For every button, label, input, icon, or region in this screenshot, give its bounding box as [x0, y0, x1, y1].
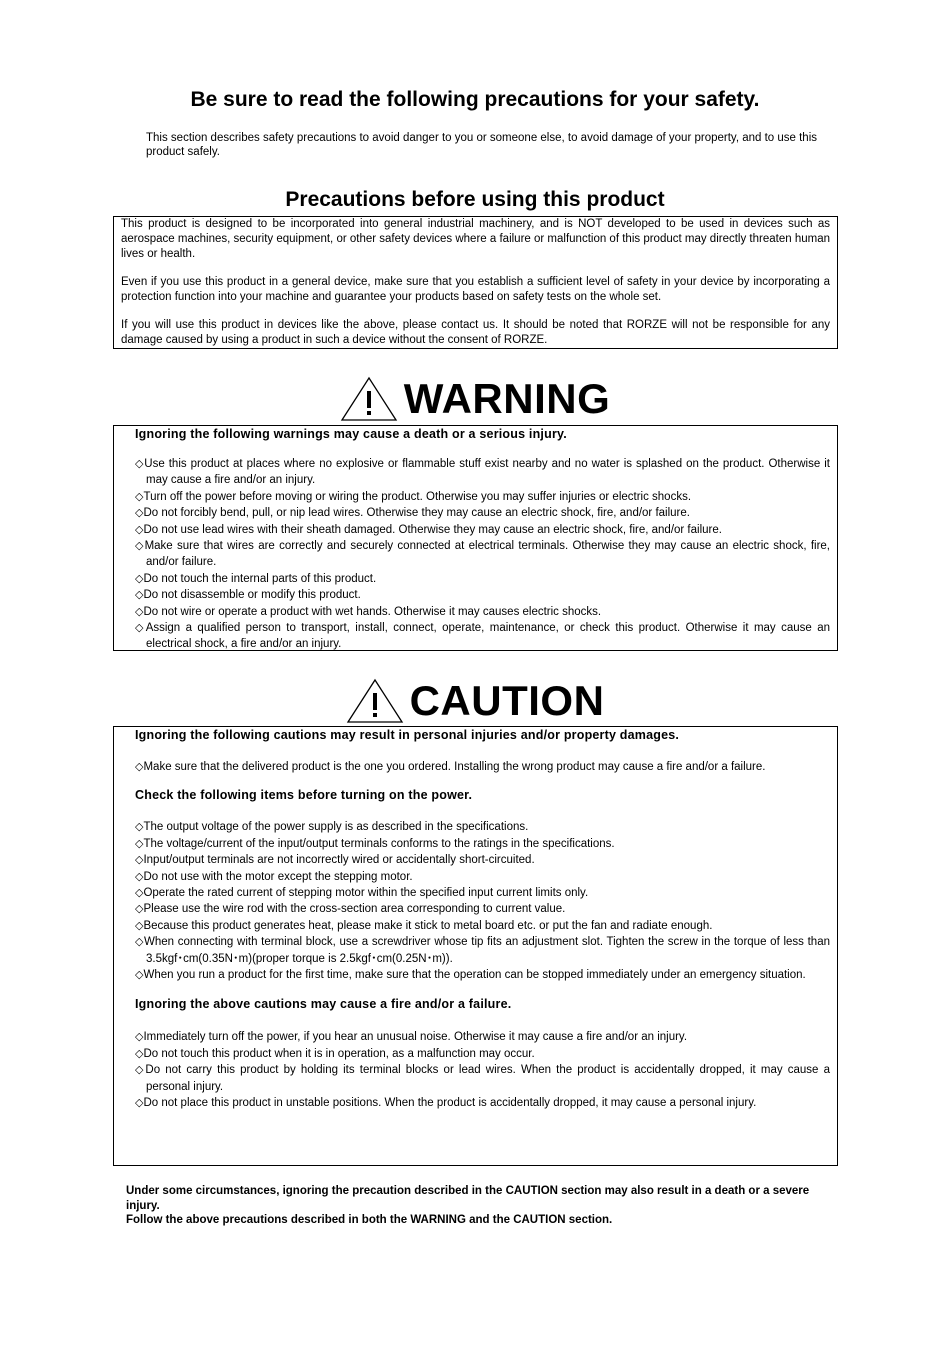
list-item: ◇Do not touch the internal parts of this product. — [135, 572, 377, 585]
list-item: ◇When connecting with terminal block, use a screwdriver whose tip fits an adjustment slot. Tighten the screw in the torque of less than 3.5kgf･cm(0.35N･m)(proper torque is 2.5kgf･cm(0.25N･m)). — [135, 936, 830, 965]
diamond-bullet-icon: ◇ — [135, 458, 145, 470]
diamond-bullet-icon: ◇ — [135, 1064, 146, 1077]
list-item: ◇The output voltage of the power supply is as described in the specifications. — [135, 821, 529, 834]
precautions-paragraph: This product is designed to be incorporated into general industrial machinery, and is NOT developed to be used in devices such as aerospace machines, security equipment, or other safety devices where a failure or malfunction of this product may directly threaten human lives or health. — [121, 218, 830, 260]
ignore-heading: Ignoring the above cautions may cause a fire and/or a failure. — [135, 997, 512, 1012]
diamond-bullet-icon: ◇ — [135, 1047, 144, 1060]
list-item: ◇Do not use lead wires with their sheath damaged. Otherwise they may cause an electric shock, fire, and/or failure. — [135, 523, 722, 536]
diamond-bullet-icon: ◇ — [135, 1097, 144, 1110]
diamond-bullet-icon: ◇ — [135, 1031, 144, 1044]
diamond-bullet-icon: ◇ — [135, 887, 144, 900]
list-item: ◇Do not place this product in unstable positions. When the product is accidentally dropped, it may cause a personal injury. — [135, 1097, 757, 1110]
page-title: Be sure to read the following precautions for your safety. — [190, 88, 760, 111]
diamond-bullet-icon: ◇ — [135, 490, 144, 503]
diamond-bullet-icon: ◇ — [135, 589, 144, 602]
footer-note — [126, 1184, 841, 1228]
precautions-paragraph: If you will use this product in devices like the above, please contact us. It should be noted that RORZE will not be responsible for any damage caused by using a product in such a device without the consent of RORZE. — [121, 319, 830, 346]
diamond-bullet-icon: ◇ — [135, 919, 144, 932]
list-item: ◇Use this product at places where no explosive or flammable stuff exist nearby and no water is splashed on the product. Otherwise it may cause a fire and/or an injury. — [135, 458, 830, 487]
footer-line: Under some circumstances, ignoring the precaution described in the CAUTION section may also result in a death or a severe injury. — [126, 1185, 810, 1212]
list-item: ◇The voltage/current of the input/output terminals conforms to the ratings in the specifications. — [135, 837, 615, 850]
caution-list-b — [135, 819, 830, 983]
diamond-bullet-icon: ◇ — [135, 761, 144, 773]
caution-heading — [0, 678, 950, 724]
intro-text: This section describes safety precautions to avoid danger to you or someone else, to avoid damage of your property, and to use this product safely. — [146, 132, 818, 158]
diamond-bullet-icon: ◇ — [135, 854, 144, 867]
list-item: ◇Do not forcibly bend, pull, or nip lead wires. Otherwise they may cause an electric shock, fire, and/or failure. — [135, 507, 690, 520]
list-item: ◇Do not disassemble or modify this product. — [135, 589, 361, 602]
check-heading: Check the following items before turning on the power. — [135, 788, 473, 803]
diamond-bullet-icon: ◇ — [135, 605, 144, 618]
caution-triangle-icon — [346, 678, 404, 724]
warning-list — [135, 456, 830, 653]
diamond-bullet-icon: ◇ — [135, 523, 144, 536]
list-item: ◇Input/output terminals are not incorrectly wired or accidentally short-circuited. — [135, 854, 535, 867]
precautions-box — [113, 216, 838, 349]
list-item: ◇Do not use with the motor except the stepping motor. — [135, 870, 413, 883]
list-item: ◇Please use the wire rod with the cross-section area corresponding to current value. — [135, 903, 566, 916]
list-item: ◇Do not wire or operate a product with wet hands. Otherwise it may causes electric shocks. — [135, 605, 602, 618]
list-item: ◇Do not touch this product when it is in operation, as a malfunction may occur. — [135, 1047, 535, 1060]
caution-list-c — [135, 1029, 830, 1111]
warning-triangle-icon — [340, 376, 398, 422]
warning-lead: Ignoring the following warnings may cause a death or a serious injury. — [135, 427, 567, 441]
list-item: ◇Make sure that the delivered product is the one you ordered. Installing the wrong product may cause a fire and/or a failure. — [135, 761, 766, 773]
precautions-paragraph: Even if you use this product in a general device, make sure that you establish a sufficient level of safety in your device by incorporating a protection function into your machine and guarantee your products based on safety tests on the whole set. — [121, 276, 830, 303]
diamond-bullet-icon: ◇ — [135, 969, 144, 982]
list-item: ◇Make sure that wires are correctly and securely connected at electrical terminals. Otherwise they may cause an electric shock, fire, and/or failure. — [135, 540, 830, 569]
footer-line: Follow the above precautions described in both the WARNING and the CAUTION section. — [126, 1214, 613, 1226]
diamond-bullet-icon: ◇ — [135, 572, 144, 585]
diamond-bullet-icon: ◇ — [135, 622, 146, 635]
diamond-bullet-icon: ◇ — [135, 936, 144, 949]
precautions-title: Precautions before using this product — [285, 188, 665, 211]
caution-list-a — [135, 759, 830, 775]
warning-box — [113, 425, 838, 651]
caution-label: CAUTION — [409, 677, 605, 724]
list-item: ◇Operate the rated current of stepping motor within the specified input current limits only. — [135, 887, 589, 900]
list-item: ◇Do not carry this product by holding its terminal blocks or lead wires. When the product is accidentally dropped, it may cause a personal injury. — [135, 1064, 830, 1093]
list-item: ◇Assign a qualified person to transport, install, connect, operate, maintenance, or check this product. Otherwise it may cause an electrical shock, a fire and/or an injury. — [135, 622, 830, 651]
caution-box — [113, 726, 838, 1166]
diamond-bullet-icon: ◇ — [135, 507, 144, 520]
caution-lead: Ignoring the following cautions may result in personal injuries and/or property damages. — [135, 728, 680, 742]
diamond-bullet-icon: ◇ — [135, 870, 144, 883]
diamond-bullet-icon: ◇ — [135, 903, 144, 916]
list-item: ◇When you run a product for the first time, make sure that the operation can be stopped immediately under an emergency situation. — [135, 969, 806, 982]
list-item: ◇Because this product generates heat, please make it stick to metal board etc. or put the fan and radiate enough. — [135, 919, 713, 932]
warning-label: WARNING — [403, 375, 611, 422]
list-item: ◇Immediately turn off the power, if you hear an unusual noise. Otherwise it may cause a fire and/or an injury. — [135, 1031, 688, 1044]
diamond-bullet-icon: ◇ — [135, 821, 144, 834]
diamond-bullet-icon: ◇ — [135, 540, 145, 553]
list-item: ◇Turn off the power before moving or wiring the product. Otherwise you may suffer injuries or electric shocks. — [135, 490, 692, 503]
warning-heading — [0, 376, 950, 422]
diamond-bullet-icon: ◇ — [135, 837, 144, 850]
